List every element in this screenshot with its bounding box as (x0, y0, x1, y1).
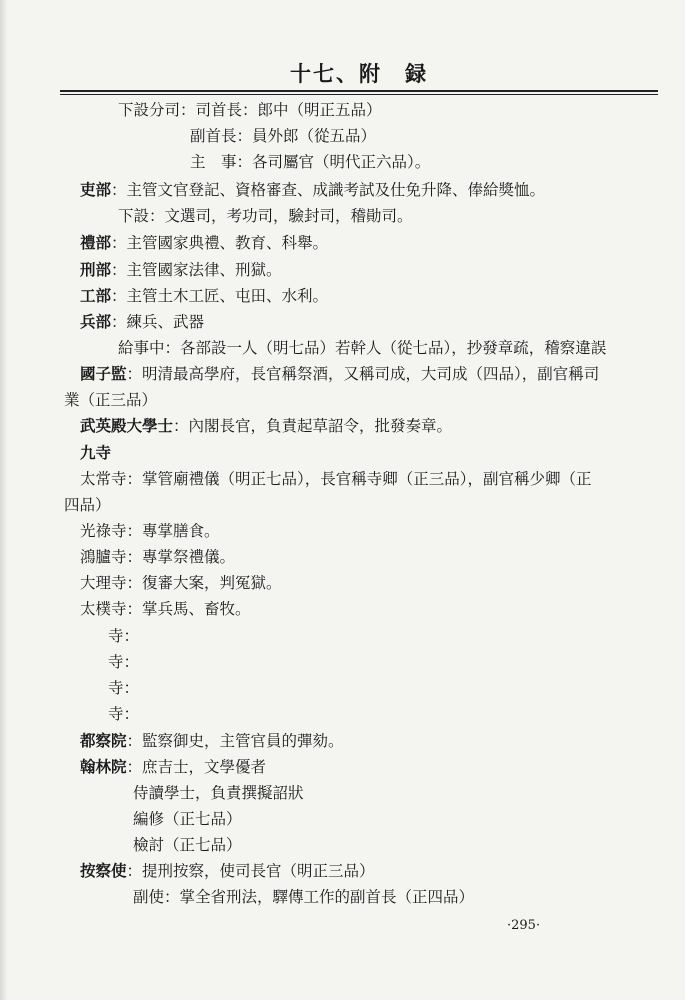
scan-shadow (0, 0, 8, 1000)
entry-heading: 武英殿大學士 (80, 416, 174, 435)
text-line: 編修（正七品） (133, 810, 242, 828)
text-line: 吏部：主管文官登記、資格審查、成識考試及仕免升降、俸給獎恤。 (80, 180, 546, 199)
text-line: 下設分司：司首長：郎中（明正五品） (118, 101, 382, 119)
text-line: 太常寺：掌管廟禮儀（明正七品），長官稱寺卿（正三品），副官稱少卿（正 (80, 470, 592, 488)
text-line: 寺： (108, 653, 140, 671)
header-rule-thin (60, 94, 658, 95)
entry-heading: 吏部 (80, 180, 112, 199)
text-line: 工部：主管土木工匠、屯田、水利。 (80, 286, 329, 305)
text-line: 主 事：各司屬官（明代正六品）。 (190, 153, 431, 171)
entry-heading: 禮部 (80, 233, 112, 252)
entry-heading: 九寺 (80, 443, 112, 462)
text-line: 檢討（正七品） (133, 836, 242, 854)
entry-heading: 按察使 (80, 861, 127, 880)
header-rule-thick (60, 90, 658, 92)
text-line: 侍讀學士，負責撰擬詔狀 (133, 784, 304, 802)
text-line: 給事中：各部設一人（明七品）若幹人（從七品），抄發章疏，稽察違誤 (118, 339, 607, 357)
entry-heading: 工部 (80, 286, 112, 305)
text-line: 光祿寺：專掌膳食。 (80, 522, 220, 540)
entry-heading: 翰林院 (80, 757, 127, 776)
text-line: 兵部：練兵、武器 (80, 312, 205, 331)
text-line: 都察院：監察御史，主管官員的彈劾。 (80, 731, 344, 750)
text-line (80, 443, 111, 463)
entry-heading: 刑部 (80, 260, 112, 279)
text-line: 刑部：主管國家法律、刑獄。 (80, 260, 282, 279)
entry-heading: 兵部 (80, 312, 112, 331)
text-line: 寺： (108, 627, 140, 645)
text-line: 按察使：提刑按察，使司長官（明正三品） (80, 861, 375, 880)
page-header-title: 十七、附 録 (290, 61, 428, 86)
text-line: 寺： (108, 679, 140, 697)
text-line: 四品） (64, 496, 111, 514)
text-line: 副使：掌全省刑法，驛傳工作的副首長（正四品） (133, 888, 475, 906)
text-line: 國子監：明清最高學府，長官稱祭酒，又稱司成，大司成（四品），副官稱司 (80, 364, 600, 383)
text-line: 太樸寺：掌兵馬、畜牧。 (80, 600, 251, 618)
text-line: 禮部：主管國家典禮、教育、科舉。 (80, 233, 329, 252)
text-line: 業（正三品） (64, 391, 158, 409)
text-line: 副首長：員外郎（從五品） (190, 127, 377, 145)
text-line: 翰林院：庶吉士，文學優者 (80, 757, 267, 776)
page-number: ·295· (507, 918, 541, 933)
text-line: 寺： (108, 705, 140, 723)
text-line: 大理寺：復審大案，判冤獄。 (80, 574, 282, 592)
text-line: 下設：文選司，考功司，驗封司，稽勛司。 (118, 207, 413, 225)
text-line: 鴻臚寺：專掌祭禮儀。 (80, 548, 236, 566)
entry-heading: 國子監 (80, 364, 127, 383)
entry-heading: 都察院 (80, 731, 127, 750)
text-line: 武英殿大學士：內閣長官，負責起草詔令，批發奏章。 (80, 416, 453, 435)
